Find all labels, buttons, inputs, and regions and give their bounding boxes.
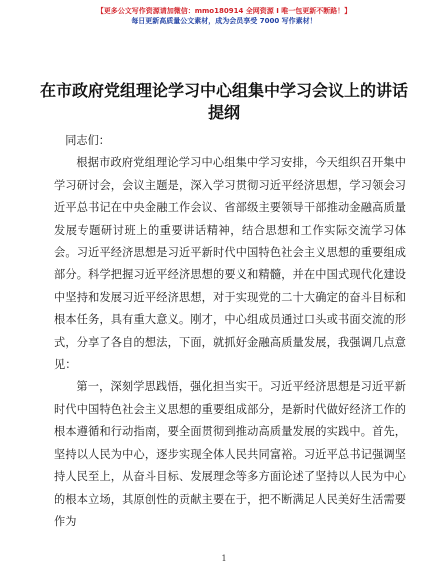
salutation: 同志们：: [65, 134, 110, 147]
promo-line-1: 【更多公文写作资源请加微信：mmo180914 全网资源 I 唯一包更新不断路！】: [96, 7, 352, 15]
promo-line-2: 每日更新高质量公文素材，成为会员享受 7000 写作素材！: [131, 17, 317, 25]
paragraph-1: 根据市政府党组理论学习中心组集中学习安排，今天组织召开集中学习研讨会，会议主题是，深入学习贯彻习近平经济思想，学习领会习近平总书记在中央金融工作会议、省部级主要领导干部推动金融高质量发展专题研讨班上的重要讲话精神，结合思想和工作实际交流学习体会。习近平经济思想是习近平新时代中国特色社会主义思想的重要组成部分。科学把握习近平经济思想的要义和精髓，并在中国式现代化建设中坚持和发展习近平经济思想，对于实现党的二十大确定的奋斗目标和根本任务，具有重大意义。刚才，中心组成员通过口头或书面交流的形式，分享了各自的想法，下面，就抓好金融高质量发展，我强调几点意见：: [54, 156, 406, 372]
paragraph-2: 第一，深刻学思践悟，强化担当实干。习近平经济思想是习近平新时代中国特色社会主义思想的重要组成部分，是新时代做好经济工作的根本遵循和行动指南，要全面贯彻到推动高质量发展的实践中。首先，坚持以人民为中心，逐步实现全体人民共同富裕。习近平总书记强调坚持人民至上，从奋斗目标、发展理念等多方面论述了坚持以人民为中心的根本立场，其原创性的贡献主要在于，把不断满足人民美好生活需要作为: [54, 380, 406, 528]
promo-banner: [0, 6, 448, 26]
page-number: 1: [221, 554, 227, 563]
document-body: [54, 130, 406, 533]
document-title: 在市政府党组理论学习中心组集中学习会议上的讲话提纲: [40, 81, 409, 122]
